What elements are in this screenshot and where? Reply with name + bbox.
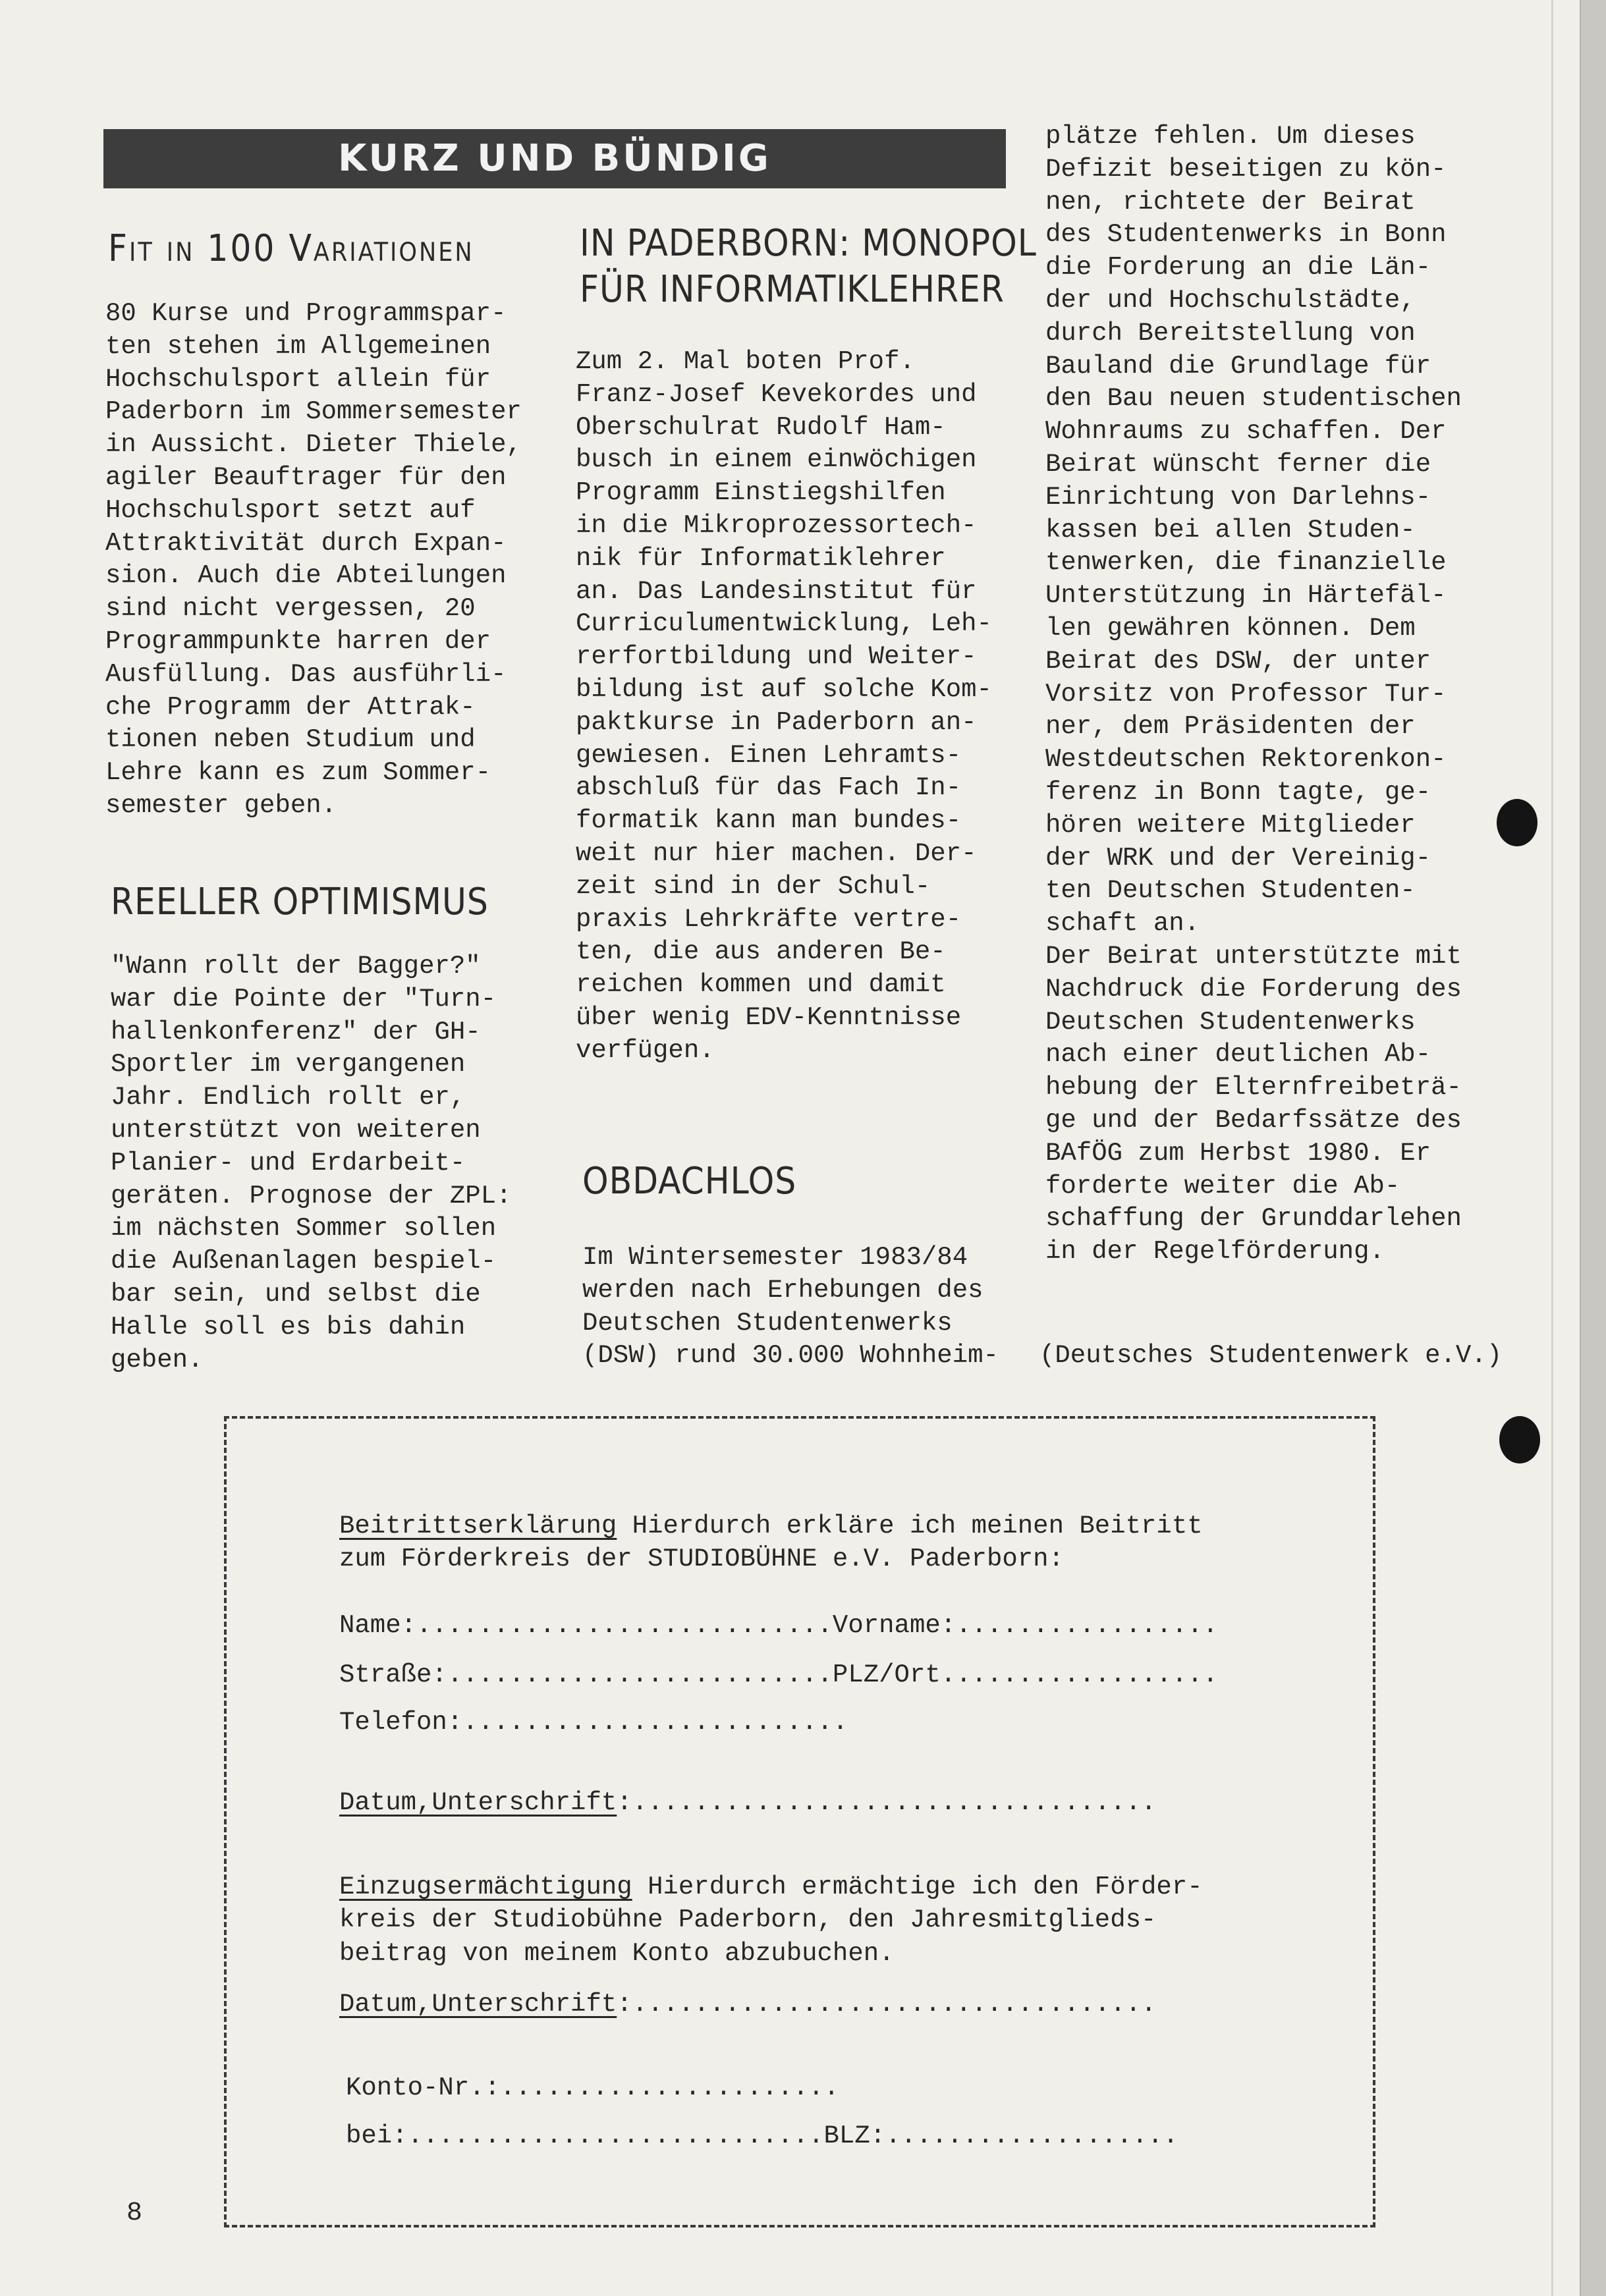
form-strasse-field[interactable]: Straße:.........................PLZ/Ort.................. [339,1660,1219,1689]
form-beitritt-label: Beitrittserklärung [339,1512,617,1541]
form-einzug-label: Einzugsermächtigung [339,1872,632,1901]
headline-optimismus: REELLER OPTIMISMUS [111,881,489,923]
form-bank-field[interactable]: bei:...........................BLZ:................... [346,2121,1178,2150]
headline-fit: Fit in 100 Variationen [108,227,474,270]
article-monopol-body: Zum 2. Mal boten Prof. Franz-Josef Kevekordes und Oberschulrat Rudolf Ham- busch in einem einwöchigen Programm Einstiegshilfen in die Mikroprozessortech- nik für Informatiklehrer an. Das Landesinstitut für Curriculumentwicklung, Leh- rerfortbildung und Weiter- bildung ist auf solche Kom- paktkurse in Paderborn an- gewiesen. Einen Lehramts- abschluß für das Fach In- formatik kann man bundes- weit nur hier machen. Der- zeit sind in der Schul- praxis Lehrkräfte vertre- ten, die aus anderen Be- reichen kommen und damit über wenig EDV-Kenntnisse verfügen. [576,347,992,1065]
page-fold-line [1551,0,1553,2296]
form-datum2-label: Datum,Unterschrift [339,1990,617,2019]
form-einzug-line3: beitrag von meinem Konto abzubuchen. [339,1939,895,1968]
headline-obdachlos: OBDACHLOS [582,1160,797,1203]
article-obdachlos-continued: plätze fehlen. Um dieses Defizit beseitigen zu kön- nen, richtete der Beirat des Studentenwerks in Bonn die Forderung an die Län- der und Hochschulstädte, durch Bereitstellung von Bauland die Grundlage für den Bau neuen studentischen Wohnraums zu schaffen. Der Beirat wünscht ferner die Einrichtung von Darlehns- kassen bei allen Studen- tenwerken, die finanzielle Unterstützung in Härtefäl- len gewähren können. Dem Beirat des DSW, der unter Vorsitz von Professor Tur- ner, dem Präsidenten der Westdeutschen Rektorenkon- ferenz in Bonn tagte, ge- hören weitere Mitglieder der WRK und der Vereinig- ten Deutschen Studenten- schaft an. Der Beirat unterstützte mit Nachdruck die Forderung des Deutschen Studentenwerks nach einer deutlichen Ab- hebung der Elternfreibeträ- ge und der Bedarfssätze des BAfÖG zum Herbst 1980. Er forderte weiter die Ab- schaffung der Grunddarlehen in der Regelförderung. [1045,122,1462,1267]
form-einzug-line2: kreis der Studiobühne Paderborn, den Jahresmitglieds- [339,1905,1157,1934]
form-einzug-text: Hierdurch ermächtige ich den Förder- [632,1872,1203,1901]
form-datum-dots: :.................................. [617,1788,1157,1817]
page-number: 8 [126,2199,143,2228]
form-datum2-dots: :.................................. [617,1990,1157,2019]
punch-hole-icon [1499,1416,1540,1463]
form-beitritt-line2: zum Förderkreis der STUDIOBÜHNE e.V. Paderborn: [339,1544,1064,1573]
form-datum2-field[interactable] [339,1988,1156,2021]
article-optimismus-body: "Wann rollt der Bagger?" war die Pointe der "Turn- hallenkonferenz" der GH- Sportler im vergangenen Jahr. Endlich rollt er, unterstützt von weiteren Planier- und Erdarbeit- geräten. Prognose der ZPL: im nächsten Sommer sollen die Außenanlagen bespiel- bar sein, und selbst die Halle soll es bis dahin geben. [111,952,512,1375]
article-obdachlos-body: Im Wintersemester 1983/84 werden nach Erhebungen des Deutschen Studentenwerks (DSW) rund 30.000 Wohnheim- [582,1243,999,1371]
article-source: (Deutsches Studentenwerk e.V.) [1039,1341,1503,1370]
form-datum-field[interactable] [339,1786,1156,1819]
form-name-field[interactable]: Name:...........................Vorname:................. [339,1611,1219,1640]
headline-monopol: IN PADERBORN: MONOPOL FÜR INFORMATIKLEHRER [580,222,1037,311]
article-fit-body: 80 Kurse und Programmspar- ten stehen im Allgemeinen Hochschulsport allein für Paderborn im Sommersemester in Aussicht. Dieter Thiele, agiler Beauftrager für den Hochschulsport setzt auf Attraktivität durch Expan- sion. Auch die Abteilungen sind nicht vergessen, 20 Programmpunkte harren der Ausfüllung. Das ausführli- che Programm der Attrak- tionen neben Studium und Lehre kann es zum Sommer- semester geben. [105,299,522,820]
page-edge [1580,0,1606,2296]
form-telefon-field[interactable]: Telefon:......................... [339,1708,848,1737]
form-beitritt-line1 [339,1510,1203,1543]
form-datum-label: Datum,Unterschrift [339,1788,617,1817]
form-beitritt-text: Hierdurch erkläre ich meinen Beitritt [617,1512,1203,1541]
form-konto-field[interactable]: Konto-Nr.:...................... [346,2073,839,2102]
form-einzug-line1 [339,1871,1203,1903]
section-banner: KURZ UND BÜNDIG [103,129,1006,188]
